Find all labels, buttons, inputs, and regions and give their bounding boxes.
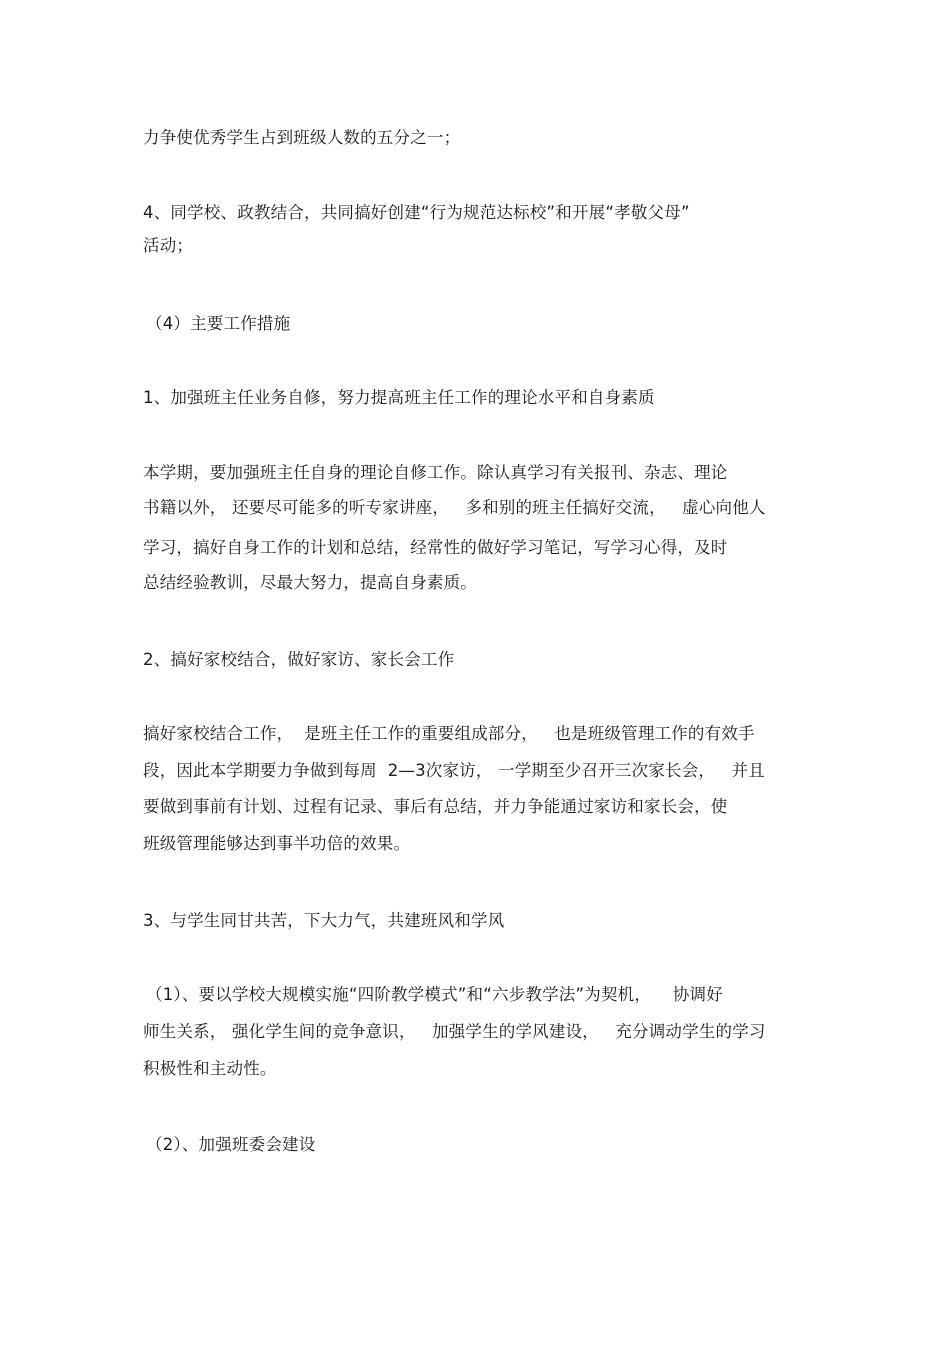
subheading-2: 2、搞好家校结合，做好家访、家长会工作 — [143, 650, 455, 669]
paragraph-line: 活动； — [143, 236, 194, 255]
paragraph-line: （2）、加强班委会建设 — [146, 1135, 316, 1154]
paragraph-line: 本学期，要加强班主任自身的理论自修工作。除认真学习有关报刊、杂志、理论 — [143, 463, 728, 482]
paragraph-line: 积极性和主动性。 — [143, 1059, 277, 1078]
paragraph-line: 要做到事前有计划、过程有记录、事后有总结，并力争能通过家访和家长会，使 — [143, 797, 728, 816]
paragraph-line: 班级管理能够达到事半功倍的效果。 — [143, 834, 411, 853]
list-item-4: 4、同学校、政教结合，共同搞好创建“行为规范达标校”和开展“孝敬父母” — [143, 203, 690, 222]
paragraph-line: 搞好家校结合工作， 是班主任工作的重要组成部分， 也是班级管理工作的有效手 — [143, 724, 755, 743]
paragraph-line: 师生关系， 强化学生间的竞争意识， 加强学生的学风建设， 充分调动学生的学习 — [143, 1022, 766, 1041]
subheading-1: 1、加强班主任业务自修，努力提高班主任工作的理论水平和自身素质 — [143, 388, 655, 407]
paragraph-line: （1）、要以学校大规模实施“四阶教学模式”和“六步教学法”为契机， 协调好 — [146, 985, 723, 1004]
section-heading: （4）主要工作措施 — [146, 314, 291, 333]
paragraph-line: 力争使优秀学生占到班级人数的五分之一； — [143, 128, 461, 147]
subheading-3: 3、与学生同甘共苦，下大力气，共建班风和学风 — [143, 911, 505, 930]
paragraph-line: 总结经验教训，尽最大努力，提高自身素质。 — [143, 573, 477, 592]
paragraph-line: 段，因此本学期要力争做到每周 2—3次家访， 一学期至少召开三次家长会， 并且 — [143, 761, 765, 780]
paragraph-line: 学习，搞好自身工作的计划和总结，经常性的做好学习笔记，写学习心得，及时 — [143, 538, 728, 557]
paragraph-line: 书籍以外， 还要尽可能多的听专家讲座， 多和别的班主任搞好交流， 虚心向他人 — [143, 498, 766, 517]
